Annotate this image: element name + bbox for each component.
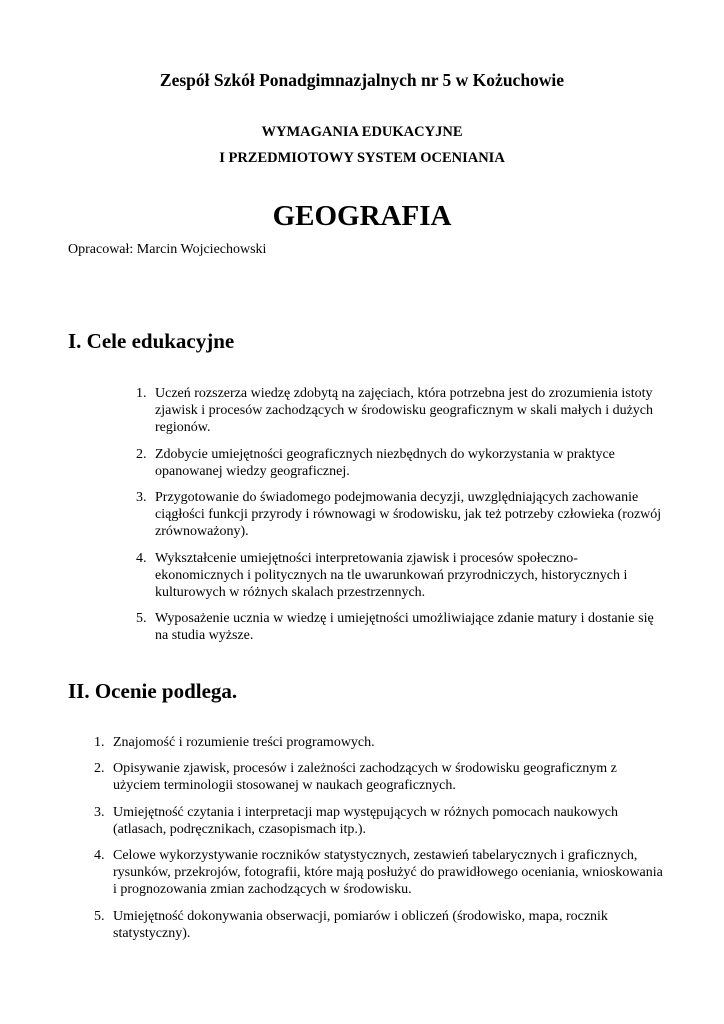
list-item-text: Przygotowanie do świadomego podejmowania decyzji, uwzględniających zachowanie ciągłości funkcji przyrody i równowagi w środowisku, jak też potrzeby człowieka (rozwój zrównoważony). <box>155 490 662 540</box>
list-item-text: Uczeń rozszerza wiedzę zdobytą na zajęciach, która potrzebna jest do zrozumienia istoty zjawisk i procesów zachodzących w środowisku geograficznym w skali małych i dużych regionów. <box>155 386 654 436</box>
list-item-number: 3. <box>136 490 147 506</box>
requirements-title-line1: WYMAGANIA EDUKACYJNE <box>261 124 463 140</box>
section-heading-goals: I. Cele edukacyjne <box>68 329 235 353</box>
list-item-text: Wykształcenie umiejętności interpretowania zjawisk i procesów społeczno-ekonomicznych i politycznych na tle uwarunkowań przyrodniczych, historycznych i kulturowych w różnych skalach przestrzennych. <box>155 550 628 601</box>
list-item <box>136 610 666 644</box>
list-item-text: Umiejętność dokonywania obserwacji, pomiarów i obliczeń (środowisko, mapa, rocznik statystyczny). <box>113 908 608 941</box>
list-item <box>136 550 666 602</box>
list-item-number: 3. <box>94 804 105 820</box>
list-item <box>94 760 666 794</box>
assessment-list <box>94 734 666 951</box>
section-heading-assessment: II. Ocenie podlega. <box>68 679 238 703</box>
list-item-number: 2. <box>136 446 147 462</box>
list-item-number: 5. <box>94 908 105 924</box>
list-item-text: Umiejętność czytania i interpretacji map występujących w różnych pomocach naukowych (atlasach, podręcznikach, czasopismach itp.). <box>113 804 618 837</box>
requirements-title-line2: I PRZEDMIOTOWY SYSTEM OCENIANIA <box>219 150 505 166</box>
list-item-number: 2. <box>94 761 105 777</box>
list-item-text: Celowe wykorzystywanie roczników statystycznych, zestawień tabelarycznych i graficznych, rysunków, przekrojów, fotografii, które mają posłużyć do prawidłowego oceniania, wnioskowania i prognozowania zmian zachodzących w środowisku. <box>113 848 663 898</box>
list-item-text: Wyposażenie ucznia w wiedzę i umiejętności umożliwiające zdanie matury i dostanie się na studia wyższe. <box>155 611 654 644</box>
school-name: Zespół Szkół Ponadgimnazjalnych nr 5 w Kożuchowie <box>159 70 565 90</box>
list-item-number: 4. <box>136 550 147 566</box>
list-item <box>94 908 666 942</box>
list-item-text: Znajomość i rozumienie treści programowych. <box>113 735 375 750</box>
list-item-number: 4. <box>94 848 105 864</box>
list-item-number: 1. <box>136 386 147 401</box>
list-item <box>136 489 666 541</box>
list-item <box>94 847 666 899</box>
list-item <box>94 734 666 751</box>
goals-list <box>136 385 666 654</box>
list-item-number: 1. <box>94 735 105 750</box>
list-item <box>136 385 666 437</box>
subject-title: GEOGRAFIA <box>272 200 452 232</box>
list-item-text: Zdobycie umiejętności geograficznych niezbędnych do wykorzystania w praktyce opanowanej wiedzy geograficznej. <box>155 446 615 479</box>
list-item-text: Opisywanie zjawisk, procesów i zależności zachodzących w środowisku geograficznym z użyciem terminologii stosowanej w naukach geograficznych. <box>113 761 617 794</box>
author-line: Opracował: Marcin Wojciechowski <box>68 242 267 257</box>
list-item <box>94 804 666 838</box>
list-item-number: 5. <box>136 611 147 627</box>
list-item <box>136 446 666 480</box>
